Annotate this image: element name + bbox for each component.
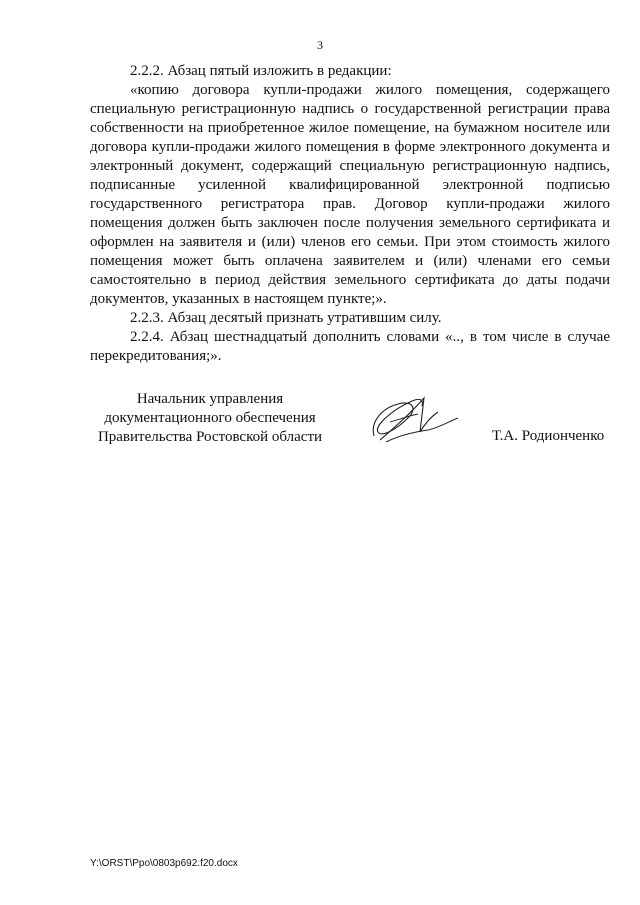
signature-block bbox=[0, 390, 640, 460]
document-body bbox=[90, 62, 610, 366]
paragraph-quoted-text: «копию договора купли-продажи жилого помещения, содержащего специальную регистрационную надпись о государственной регистрации права собственности на приобретенное жилое помещение, на бумажном носителе или договора купли-продажи жилого помещения в форме электронного документа и электронный документ, содержащий специальную регистрационную надпись, подписанные усиленной квалифицированной электронной подписью государственного регистратора прав. Договор купли-продажи жилого помещения должен быть заключен после получения земельного сертификата и оформлен на заявителя и (или) членов его семьи. При этом стоимость жилого помещения может быть оплачена заявителем и (или) членами его семьи самостоятельно в период действия земельного сертификата до даты подачи документов, указанных в настоящем пункте;». bbox=[90, 82, 610, 307]
signer-title-line: Правительства Ростовской области bbox=[97, 429, 323, 445]
signer-name: Т.А. Родионченко bbox=[492, 428, 605, 444]
signer-title-line: Начальник управления bbox=[136, 391, 284, 407]
paragraph-2-2-4: 2.2.4. Абзац шестнадцатый дополнить словами «.., в том числе в случае перекредитования;». bbox=[90, 329, 610, 364]
signer-title-line: документационного обеспечения bbox=[104, 410, 316, 426]
page-number: 3 bbox=[317, 38, 323, 52]
paragraph-2-2-3: 2.2.3. Абзац десятый признать утратившим силу. bbox=[130, 310, 442, 326]
handwritten-signature bbox=[368, 392, 464, 446]
paragraph-2-2-2: 2.2.2. Абзац пятый изложить в редакции: bbox=[130, 63, 392, 79]
signer-title bbox=[90, 390, 330, 447]
file-path: Y:\ORST\Ppo\0803p692.f20.docx bbox=[90, 858, 238, 869]
